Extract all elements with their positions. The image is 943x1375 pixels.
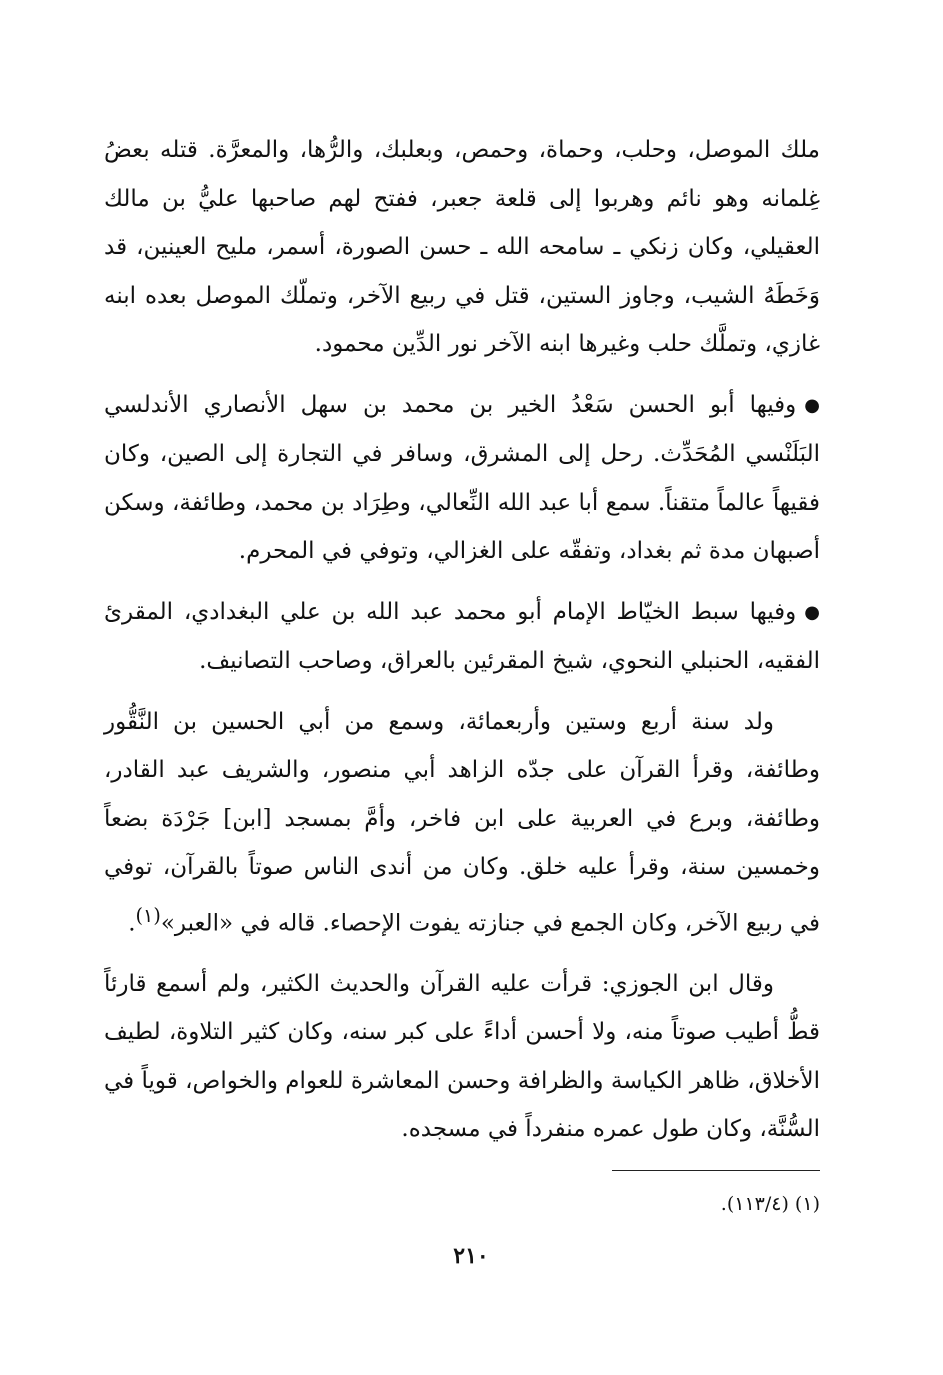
paragraph-birth-end: . bbox=[128, 910, 136, 937]
footnote: (١) (١١٣/٤). bbox=[720, 1193, 820, 1215]
paragraph-sad-al-khayr bbox=[104, 381, 820, 576]
paragraph-birth bbox=[104, 698, 820, 948]
paragraph-sad-al-khayr-text: وفيها أبو الحسن سَعْدُ الخير بن محمد بن سهل الأنصاري الأندلسي البَلَنْسي المُحَدِّث. رحل إلى المشرق، وسافر في التجارة إلى الصين، وكان فقيهاً عالماً متقناً. سمع أبا عبد الله النِّعالي، وطِرَاد بن محمد، وطائفة، وسكن أصبهان مدة ثم بغداد، وتفقّه على الغزالي، وتوفي في المحرم. bbox=[104, 391, 820, 564]
paragraph-sibt-al-khayyat-text: وفيها سبط الخيّاط الإمام أبو محمد عبد الله بن علي البغدادي، المقرئ الفقيه، الحنبلي النحوي، شيخ المقرئين بالعراق، وصاحب التصانيف. bbox=[104, 598, 820, 674]
paragraph-ibn-al-jawzi: وقال ابن الجوزي: قرأت عليه القرآن والحديث الكثير، ولم أسمع قارئاً قطُّ أطيب صوتاً منه، ولا أحسن أداءً على كبر سنه، وكان كثير التلاوة، لطيف الأخلاق، ظاهر الكياسة والظرافة وحسن المعاشرة للعوام والخواص، قوياً في السُّنَّة، وكان طول عمره منفرداً في مسجده. bbox=[104, 970, 820, 1143]
bullet-icon: ● bbox=[804, 601, 820, 623]
paragraph-zengi: ملك الموصل، وحلب، وحماة، وحمص، وبعلبك، والرُّها، والمعرَّة. قتله بعضُ غِلمانه وهو نائم وهربوا إلى قلعة جعبر، ففتح لهم صاحبها عليُّ بن مالك العقيلي، وكان زنكي ـ سامحه الله ـ حسن الصورة، أسمر، مليح العينين، قد وَخَطَهُ الشيب، وجاوز الستين، قتل في ربيع الآخر، وتملّك الموصل بعده ابنه غازي، وتملَّك حلب وغيرها ابنه الآخر نور الدِّين محمود. bbox=[104, 137, 820, 357]
body-text bbox=[104, 126, 820, 1166]
page-number: ٢١٠ bbox=[453, 1243, 489, 1269]
footnote-reference[interactable]: (١) bbox=[135, 903, 161, 927]
paragraph-sibt-al-khayyat bbox=[104, 588, 820, 686]
paragraph-birth-text: ولد سنة أربع وستين وأربعمائة، وسمع من أبي الحسين بن النَّقُّور وطائفة، وقرأ القرآن على جدّه الزاهد أبي منصور، والشريف عبد القادر، وطائفة، وبرع في العربية على ابن فاخر، وأمَّ بمسجد [ابن] جَرْدَة بضعاً وخمسين سنة، وقرأ عليه خلق. وكان من أندى الناس صوتاً بالقرآن، توفي في ربيع الآخر، وكان الجمع في جنازته يفوت الإحصاء. قاله في «العبر» bbox=[104, 708, 820, 937]
bullet-icon: ● bbox=[804, 394, 820, 416]
footnote-divider bbox=[612, 1170, 820, 1171]
